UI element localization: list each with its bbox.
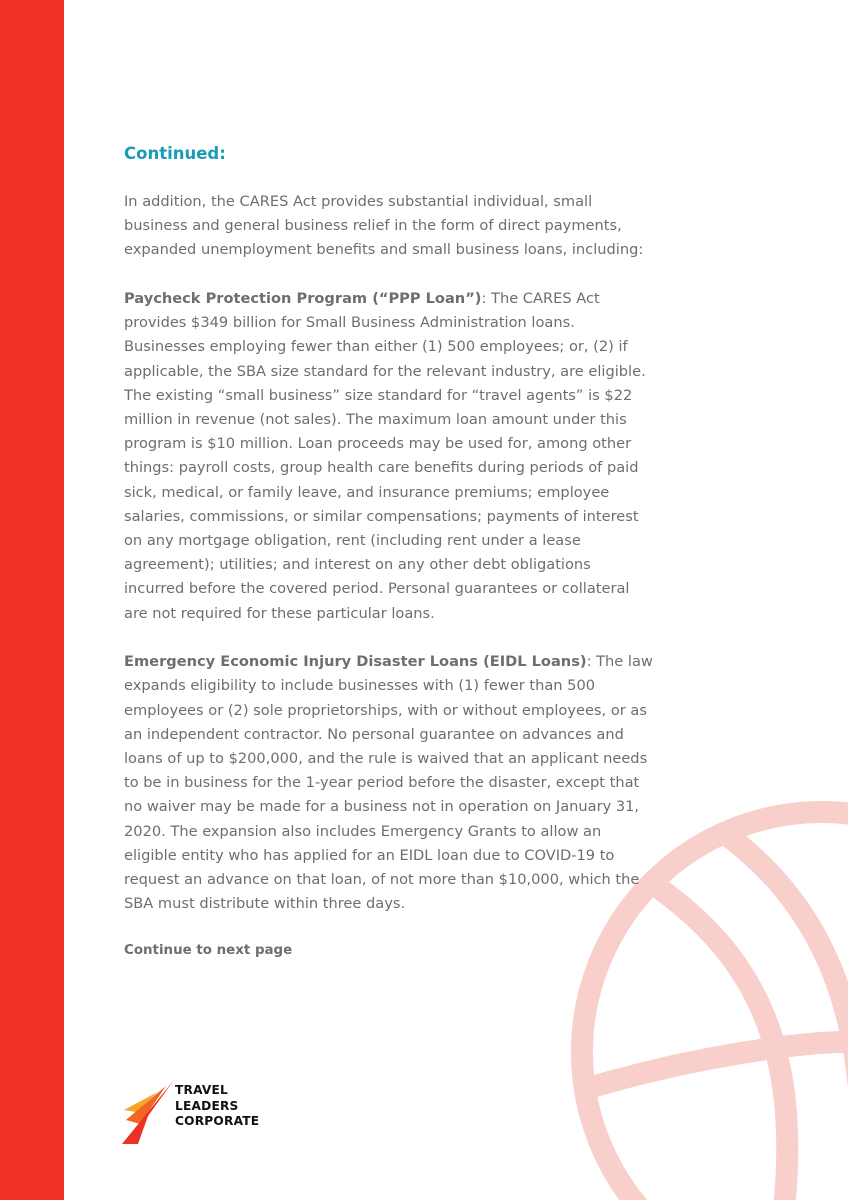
logo-line-corporate: CORPORATE [175, 1114, 260, 1128]
ppp-loan-title: Paycheck Protection Program (“PPP Loan”) [124, 290, 482, 307]
eidl-loan-body: : The law expands eligibility to include businesses with (1) fewer than 500 employees or (2) sole proprietorships, with or without employees, or as an independent contractor. No personal guarantee on advances and loans of up to $200,000, and the rule is waived that an applicant needs to be in business for the 1-year period before the disaster, except that no waiver may be made for a business not in operation on January 31, 2020. The expansion also includes Emergency Grants to allow an eligible entity who has applied for an EIDL loan due to COVID-19 to request an advance on that loan, of not more than $10,000, which the SBA must distribute within three days. [124, 653, 653, 913]
logo-line-travel: TRAVEL [175, 1083, 229, 1097]
continue-note: Continue to next page [124, 942, 293, 958]
left-accent-bar [0, 0, 64, 1200]
eidl-loan-title: Emergency Economic Injury Disaster Loans (EIDL Loans) [124, 653, 587, 671]
eidl-loan-paragraph [124, 650, 654, 916]
logo-swoosh-icon [122, 1080, 176, 1146]
company-logo [122, 1080, 292, 1146]
ppp-loan-body: : The CARES Act provides $349 billion for Small Business Administration loans. Businesses employing fewer than either (1) 500 employees; or, (2) if applicable, the SBA size standard for the relevant industry, are eligible. The existing “small business” size standard for “travel agents” is $22 million in revenue (not sales). The maximum loan amount under this program is $10 million. Loan proceeds may be used for, among other things: payroll costs, group health care benefits during periods of paid sick, medical, or family leave, and insurance premiums; employee salaries, commissions, or similar compensations; payments of interest on any mortgage obligation, rent (including rent under a lease agreement); utilities; and interest on any other debt obligations incurred before the covered period. Personal guarantees or collateral are not required for these particular loans. [124, 290, 646, 622]
page-heading: Continued: [124, 144, 226, 163]
logo-wordmark [175, 1083, 259, 1130]
logo-line-leaders: LEADERS [175, 1098, 239, 1113]
ppp-loan-paragraph [124, 287, 654, 626]
main-content [124, 142, 654, 961]
intro-paragraph: In addition, the CARES Act provides substantial individual, small business and general business relief in the form of direct payments, expanded unemployment benefits and small business loans, including: [124, 193, 644, 259]
